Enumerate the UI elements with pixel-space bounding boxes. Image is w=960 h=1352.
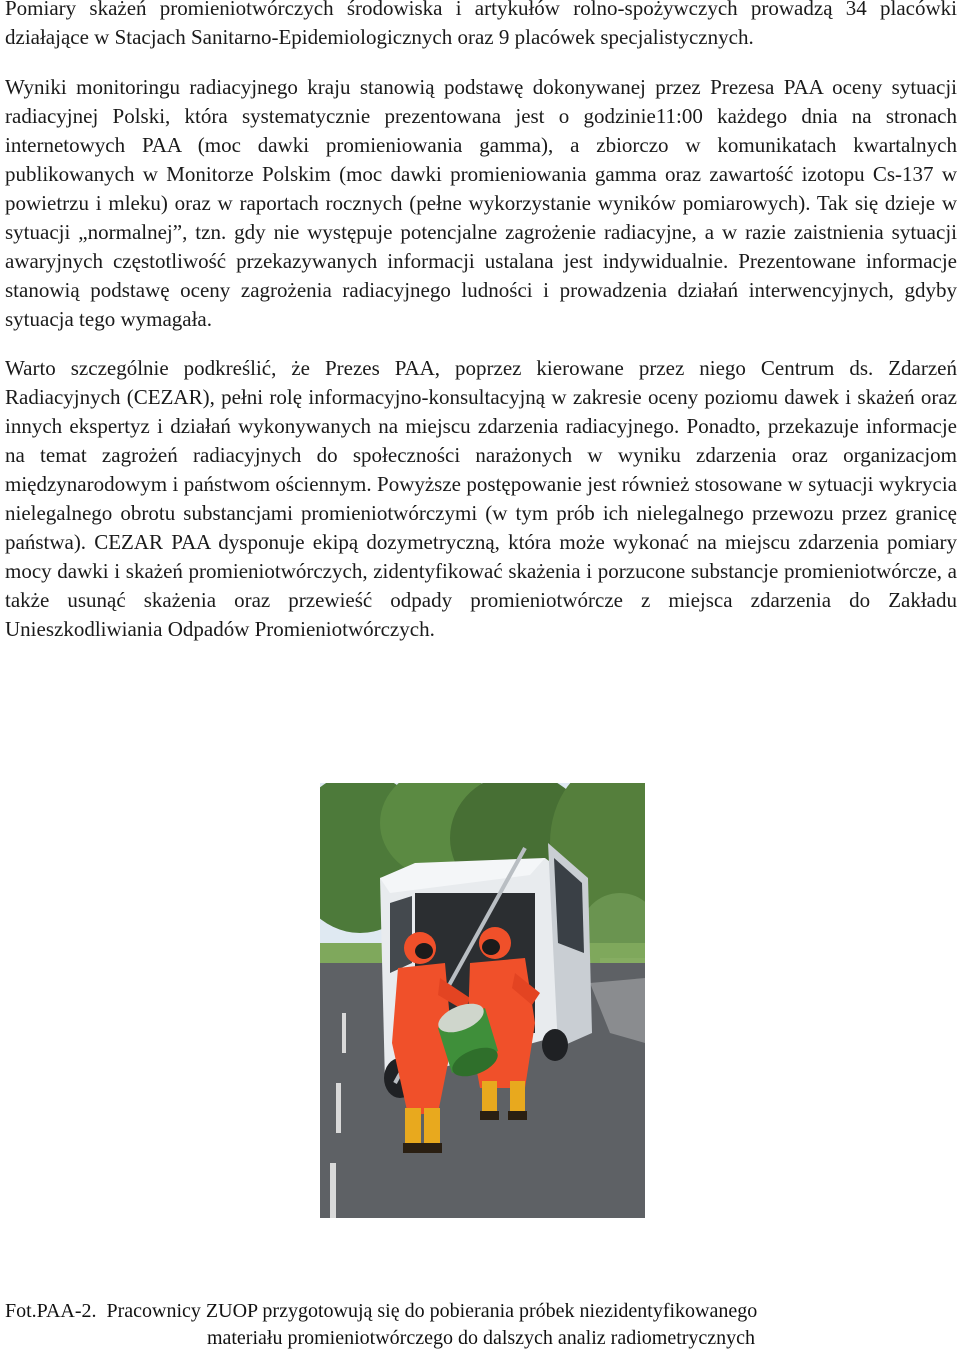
caption-text-1: Pracownicy ZUOP przygotowują się do pobierania próbek niezidentyfikowanego xyxy=(106,1300,758,1322)
photo-caption xyxy=(5,1298,957,1352)
caption-line-2: materiału promieniotwórczego do dalszych analiz radiometrycznych xyxy=(206,1327,756,1349)
caption-label: Fot.PAA-2. xyxy=(5,1300,97,1322)
caption-line-1 xyxy=(5,1298,957,1325)
paragraph-monitoring: Wyniki monitoringu radiacyjnego kraju stanowią podstawę dokonywanej przez Prezesa PAA oceny sytuacji radiacyjnej Polski, która systematycznie prezentowana jest o godzinie11:00 każdego dnia na stronach internetowych PAA (moc dawki promieniowania gamma), a zbiorczo w komunikatach kwartalnych publikowanych w Monitorze Polskim (moc dawki promieniowania gamma oraz zawartość izotopu Cs-137 w powietrzu i mleku) oraz w raportach rocznych (pełne wykorzystanie wyników pomiarowych). Tak się dzieje w sytuacji „normalnej”, tzn. gdy nie występuje potencjalne zagrożenie radiacyjne, a w razie zaistnienia sytuacji awaryjnych częstotliwość przekazywanych informacji ustalana jest indywidualnie. Prezentowane informacje stanowią podstawę oceny zagrożenia radiacyjnego ludności i prowadzenia działań interwencyjnych, gdyby sytuacja tego wymagała. xyxy=(5,75,957,331)
document-page xyxy=(5,0,957,644)
paragraph-measurements: Pomiary skażeń promieniotwórczych środowiska i artykułów rolno-spożywczych prowadzą 34 placówki działające w Stacjach Sanitarno-Epidemiologicznych oraz 9 placówek specjalistycznych. xyxy=(5,0,957,49)
paragraph-cezar: Warto szczególnie podkreślić, że Prezes PAA, poprzez kierowane przez niego Centrum ds. Zdarzeń Radiacyjnych (CEZAR), pełni rolę informacyjno-konsultacyjną w zakresie oceny poziomu dawek i skażeń oraz innych ekspertyz i działań wykonywanych na miejscu zdarzenia radiacyjnego. Ponadto, przekazuje informacje na temat zagrożeń radiacyjnych do społeczności narażonych w wyniku zdarzenia oraz organizacjom międzynarodowym i państwom ościennym. Powyższe postępowanie jest również stosowane w sytuacji wykrycia nielegalnego obrotu substancjami promieniotwórczymi (w tym prób ich nielegalnego przewozu przez granicę państwa). CEZAR PAA dysponuje ekipą dozymetryczną, która może wykonać na miejscu zdarzenia pomiary mocy dawki i skażeń promieniotwórczych, zidentyfikować skażenia i porzucone substancje promieniotwórcze, a także usunąć skażenia oraz przewieść odpady promieniotwórcze z miejsca zdarzenia do Zakładu Unieszkodliwiania Odpadów Promieniotwórczych. xyxy=(5,356,957,641)
photo-hazmat-workers xyxy=(320,783,645,1218)
